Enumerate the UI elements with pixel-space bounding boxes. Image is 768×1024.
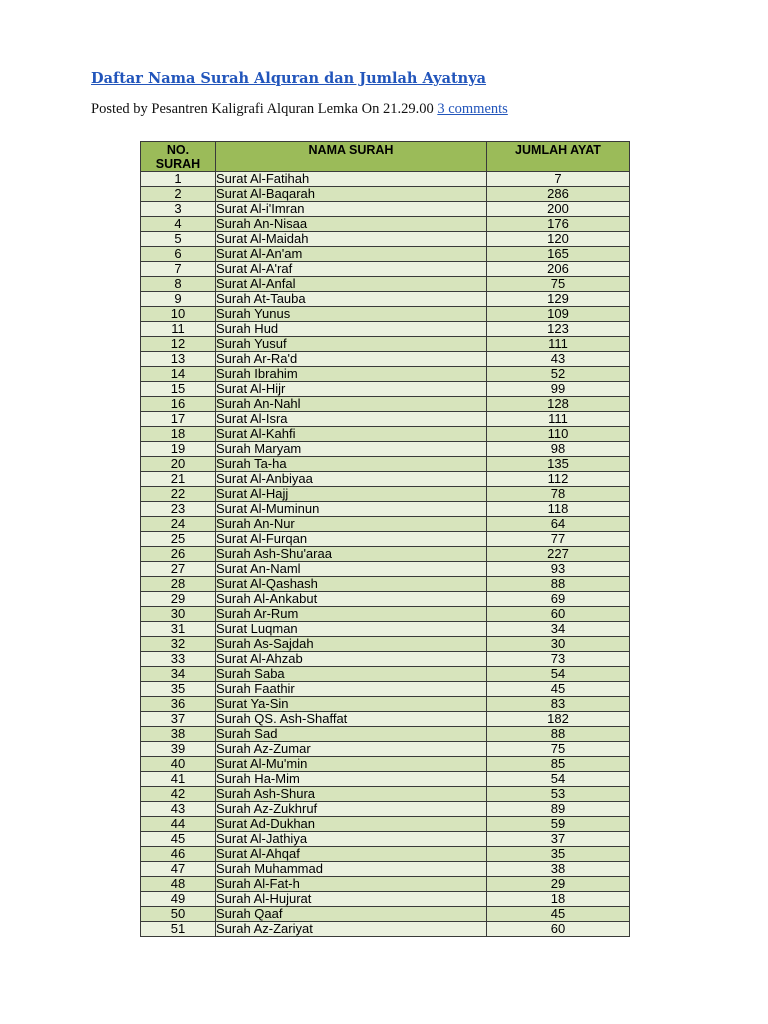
table-row [141,802,630,817]
cell-jumlah-ayat: 64 [487,517,630,532]
table-row [141,502,630,517]
table-row [141,457,630,472]
cell-no: 27 [141,562,216,577]
cell-surah-name: Surat Al-Fatihah [216,172,487,187]
cell-surah-name: Surah QS. Ash-Shaffat [216,712,487,727]
cell-jumlah-ayat: 176 [487,217,630,232]
cell-no: 1 [141,172,216,187]
table-row [141,832,630,847]
surah-table [140,141,630,937]
cell-jumlah-ayat: 112 [487,472,630,487]
cell-jumlah-ayat: 128 [487,397,630,412]
cell-surah-name: Surah An-Nahl [216,397,487,412]
table-row [141,472,630,487]
table-row [141,262,630,277]
cell-jumlah-ayat: 182 [487,712,630,727]
cell-surah-name: Surat Al-An'am [216,247,487,262]
cell-no: 13 [141,352,216,367]
cell-jumlah-ayat: 89 [487,802,630,817]
cell-surah-name: Surah Az-Zariyat [216,922,487,937]
post-byline [91,101,508,118]
cell-jumlah-ayat: 85 [487,757,630,772]
cell-jumlah-ayat: 110 [487,427,630,442]
table-row [141,562,630,577]
table-row [141,412,630,427]
table-row [141,622,630,637]
table-row [141,847,630,862]
cell-no: 35 [141,682,216,697]
cell-no: 4 [141,217,216,232]
cell-jumlah-ayat: 30 [487,637,630,652]
cell-surah-name: Surat Al-Muminun [216,502,487,517]
table-row [141,247,630,262]
table-row [141,637,630,652]
cell-no: 17 [141,412,216,427]
cell-no: 48 [141,877,216,892]
cell-jumlah-ayat: 59 [487,817,630,832]
table-row [141,712,630,727]
cell-surah-name: Surah Maryam [216,442,487,457]
cell-no: 28 [141,577,216,592]
cell-no: 49 [141,892,216,907]
cell-jumlah-ayat: 111 [487,412,630,427]
cell-no: 51 [141,922,216,937]
cell-surah-name: Surah Az-Zumar [216,742,487,757]
cell-jumlah-ayat: 75 [487,277,630,292]
cell-jumlah-ayat: 286 [487,187,630,202]
cell-jumlah-ayat: 109 [487,307,630,322]
cell-surah-name: Surat Al-A'raf [216,262,487,277]
cell-jumlah-ayat: 43 [487,352,630,367]
table-row [141,607,630,622]
cell-no: 15 [141,382,216,397]
table-row [141,232,630,247]
page-title[interactable]: Daftar Nama Surah Alquran dan Jumlah Ayatnya [91,70,487,87]
cell-jumlah-ayat: 38 [487,862,630,877]
table-row [141,862,630,877]
cell-no: 45 [141,832,216,847]
table-row [141,532,630,547]
cell-jumlah-ayat: 60 [487,922,630,937]
cell-surah-name: Surah Al-Hujurat [216,892,487,907]
cell-surah-name: Surat Ya-Sin [216,697,487,712]
cell-jumlah-ayat: 99 [487,382,630,397]
cell-jumlah-ayat: 75 [487,742,630,757]
table-row [141,652,630,667]
cell-jumlah-ayat: 111 [487,337,630,352]
table-row [141,877,630,892]
cell-jumlah-ayat: 69 [487,592,630,607]
cell-no: 21 [141,472,216,487]
table-row [141,382,630,397]
cell-jumlah-ayat: 129 [487,292,630,307]
cell-no: 42 [141,787,216,802]
table-row [141,772,630,787]
table-row [141,757,630,772]
table-row [141,517,630,532]
cell-no: 2 [141,187,216,202]
header-no-surah [141,142,216,172]
table-row [141,397,630,412]
cell-jumlah-ayat: 83 [487,697,630,712]
cell-surah-name: Surat Ad-Dukhan [216,817,487,832]
cell-surah-name: Surat Al-Jathiya [216,832,487,847]
table-row [141,787,630,802]
cell-surah-name: Surah Ta-ha [216,457,487,472]
cell-no: 34 [141,667,216,682]
cell-jumlah-ayat: 7 [487,172,630,187]
cell-no: 25 [141,532,216,547]
cell-jumlah-ayat: 123 [487,322,630,337]
cell-no: 23 [141,502,216,517]
cell-no: 14 [141,367,216,382]
cell-surah-name: Surah Al-Fat-h [216,877,487,892]
cell-no: 19 [141,442,216,457]
table-row [141,487,630,502]
header-jumlah-ayat: JUMLAH AYAT [487,142,630,172]
cell-no: 37 [141,712,216,727]
header-no-line1: NO. [166,143,190,157]
cell-jumlah-ayat: 54 [487,772,630,787]
cell-surah-name: Surah Ha-Mim [216,772,487,787]
cell-surah-name: Surah An-Nur [216,517,487,532]
cell-no: 47 [141,862,216,877]
cell-no: 9 [141,292,216,307]
header-no-line2: SURAH [155,157,201,171]
cell-surah-name: Surah At-Tauba [216,292,487,307]
cell-surah-name: Surat Al-Qashash [216,577,487,592]
table-row [141,187,630,202]
table-row [141,217,630,232]
cell-surah-name: Surat Al-Anbiyaa [216,472,487,487]
cell-surah-name: Surah An-Nisaa [216,217,487,232]
table-row [141,667,630,682]
table-row [141,427,630,442]
cell-surah-name: Surah Ash-Shura [216,787,487,802]
cell-jumlah-ayat: 88 [487,727,630,742]
cell-jumlah-ayat: 77 [487,532,630,547]
cell-no: 30 [141,607,216,622]
cell-surah-name: Surat Al-i'Imran [216,202,487,217]
cell-no: 36 [141,697,216,712]
cell-jumlah-ayat: 45 [487,682,630,697]
cell-surah-name: Surah Yusuf [216,337,487,352]
cell-surah-name: Surat Al-Ahzab [216,652,487,667]
cell-no: 38 [141,727,216,742]
cell-jumlah-ayat: 120 [487,232,630,247]
cell-jumlah-ayat: 165 [487,247,630,262]
table-row [141,277,630,292]
cell-no: 12 [141,337,216,352]
table-row [141,172,630,187]
table-row [141,307,630,322]
cell-jumlah-ayat: 78 [487,487,630,502]
cell-surah-name: Surat Al-Kahfi [216,427,487,442]
cell-surah-name: Surah As-Sajdah [216,637,487,652]
cell-no: 7 [141,262,216,277]
cell-no: 41 [141,772,216,787]
table-header-row [141,142,630,172]
cell-jumlah-ayat: 206 [487,262,630,277]
cell-no: 44 [141,817,216,832]
cell-jumlah-ayat: 73 [487,652,630,667]
table-row [141,352,630,367]
cell-jumlah-ayat: 118 [487,502,630,517]
cell-no: 5 [141,232,216,247]
cell-no: 32 [141,637,216,652]
table-row [141,907,630,922]
header-nama-surah: NAMA SURAH [216,142,487,172]
cell-surah-name: Surah Saba [216,667,487,682]
cell-surah-name: Surat Al-Baqarah [216,187,487,202]
cell-surah-name: Surah Ash-Shu'araa [216,547,487,562]
cell-jumlah-ayat: 52 [487,367,630,382]
cell-no: 16 [141,397,216,412]
cell-jumlah-ayat: 18 [487,892,630,907]
cell-no: 8 [141,277,216,292]
cell-jumlah-ayat: 98 [487,442,630,457]
cell-jumlah-ayat: 93 [487,562,630,577]
table-row [141,577,630,592]
cell-surah-name: Surah Ibrahim [216,367,487,382]
cell-jumlah-ayat: 37 [487,832,630,847]
cell-surah-name: Surah Ar-Ra'd [216,352,487,367]
cell-surah-name: Surat Al-Anfal [216,277,487,292]
cell-no: 29 [141,592,216,607]
cell-surah-name: Surah Sad [216,727,487,742]
cell-no: 20 [141,457,216,472]
table-row [141,817,630,832]
table-row [141,592,630,607]
surah-table-body [141,172,630,937]
table-row [141,442,630,457]
comments-link[interactable]: 3 comments [437,101,508,117]
cell-no: 40 [141,757,216,772]
cell-no: 6 [141,247,216,262]
cell-jumlah-ayat: 35 [487,847,630,862]
table-row [141,202,630,217]
table-row [141,922,630,937]
cell-surah-name: Surat An-Naml [216,562,487,577]
table-row [141,742,630,757]
cell-surah-name: Surah Az-Zukhruf [216,802,487,817]
cell-no: 18 [141,427,216,442]
cell-surah-name: Surat Al-Furqan [216,532,487,547]
cell-no: 31 [141,622,216,637]
cell-surah-name: Surah Al-Ankabut [216,592,487,607]
table-row [141,322,630,337]
cell-surah-name: Surat Al-Hijr [216,382,487,397]
cell-no: 11 [141,322,216,337]
cell-surah-name: Surah Ar-Rum [216,607,487,622]
cell-no: 33 [141,652,216,667]
cell-no: 26 [141,547,216,562]
cell-jumlah-ayat: 200 [487,202,630,217]
table-row [141,682,630,697]
cell-surah-name: Surah Qaaf [216,907,487,922]
table-row [141,367,630,382]
table-row [141,697,630,712]
cell-no: 43 [141,802,216,817]
cell-jumlah-ayat: 227 [487,547,630,562]
cell-jumlah-ayat: 29 [487,877,630,892]
cell-jumlah-ayat: 34 [487,622,630,637]
cell-surah-name: Surat Al-Ahqaf [216,847,487,862]
cell-no: 46 [141,847,216,862]
cell-no: 10 [141,307,216,322]
cell-surah-name: Surat Luqman [216,622,487,637]
cell-jumlah-ayat: 60 [487,607,630,622]
cell-jumlah-ayat: 45 [487,907,630,922]
cell-no: 3 [141,202,216,217]
cell-surah-name: Surah Muhammad [216,862,487,877]
cell-surah-name: Surat Al-Mu'min [216,757,487,772]
cell-jumlah-ayat: 135 [487,457,630,472]
table-row [141,892,630,907]
cell-surah-name: Surah Faathir [216,682,487,697]
cell-surah-name: Surat Al-Maidah [216,232,487,247]
cell-surah-name: Surat Al-Isra [216,412,487,427]
cell-no: 50 [141,907,216,922]
table-row [141,292,630,307]
cell-no: 22 [141,487,216,502]
cell-surah-name: Surah Yunus [216,307,487,322]
table-row [141,727,630,742]
byline-text: Posted by Pesantren Kaligrafi Alquran Lemka On 21.29.00 [91,101,434,117]
table-row [141,547,630,562]
cell-jumlah-ayat: 88 [487,577,630,592]
cell-no: 24 [141,517,216,532]
cell-surah-name: Surat Al-Hajj [216,487,487,502]
cell-jumlah-ayat: 54 [487,667,630,682]
cell-surah-name: Surah Hud [216,322,487,337]
cell-no: 39 [141,742,216,757]
table-row [141,337,630,352]
cell-jumlah-ayat: 53 [487,787,630,802]
